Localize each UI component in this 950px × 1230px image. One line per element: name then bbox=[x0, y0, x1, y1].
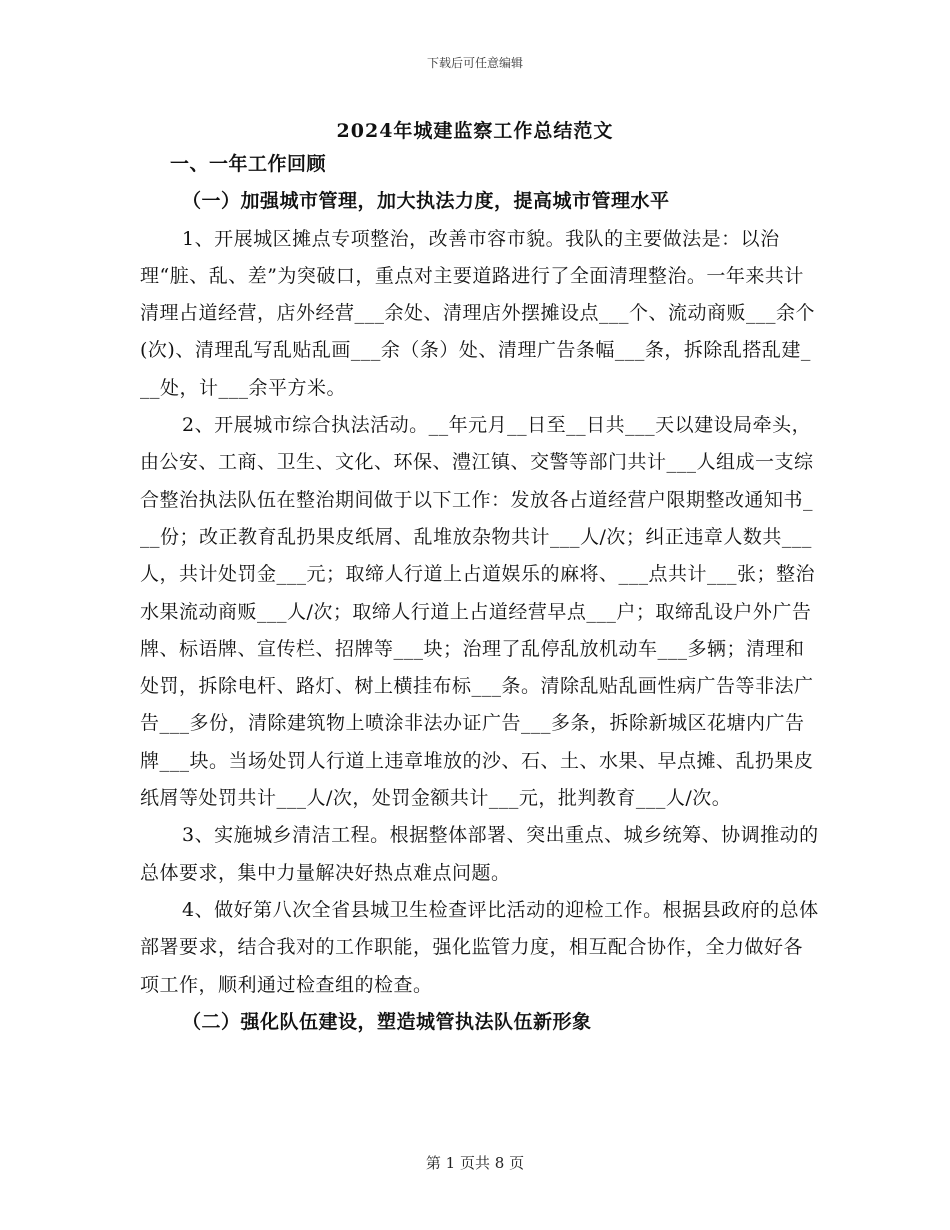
header-note: 下载后可任意编辑 bbox=[426, 56, 523, 70]
paragraph-4: 4、做好第八次全省县城卫生检查评比活动的迎检工作。根据县政府的总体部署要求，结合我对的工作职能，强化监管力度，相互配合协作，全力做好各项工作，顺利通过检查组的检查。 bbox=[140, 898, 819, 996]
paragraph-1: 1、开展城区摊点专项整治，改善市容市貌。我队的主要做法是：以治理“脏、乱、差”为突破口，重点对主要道路进行了全面清理整治。一年来共计清理占道经营，店外经营___余处、清理店外摆摊设点___个、流动商贩___余个(次)、清理乱写乱贴乱画___余（条）处、清理广告条幅___条，拆除乱搭乱建___处，计___余平方米。 bbox=[140, 227, 816, 399]
paragraph-2: 2、开展城市综合执法活动。__年元月__日至__日共___天以建设局牵头，由公安、工商、卫生、文化、环保、澧江镇、交警等部门共计___人组成一支综合整治执法队伍在整治期间做于以下工作：发放各占道经营户限期整改通知书___份；改正教育乱扔果皮纸屑、乱堆放杂物共计___人/次；纠正违章人数共___人，共计处罚金___元；取缔人行道上占道娱乐的麻将、___点共计___张；整治水果流动商贩___人/次；取缔人行道上占道经营早点___户；取缔乱设户外广告牌、标语牌、宣传栏、招牌等___块；治理了乱停乱放机动车___多辆；清理和处罚，拆除电杆、路灯、树上横挂布标___条。清除乱贴乱画性病广告等非法广告___多份，清除建筑物上喷涂非法办证广告___多条，拆除新城区花塘内广告牌___块。当场处罚人行道上违章堆放的沙、石、土、水果、早点摊、乱扔果皮纸屑等处罚共计___人/次，处罚金额共计___元，批判教育___人/次。 bbox=[140, 414, 816, 810]
subsection-heading-team: （二）强化队伍建设，塑造城管执法队伍新形象 bbox=[182, 1010, 592, 1033]
subsection-heading-management: （一）加强城市管理，加大执法力度，提高城市管理水平 bbox=[182, 190, 670, 213]
paragraph-3: 3、实施城乡清洁工程。根据整体部署、突出重点、城乡统筹、协调推动的总体要求，集中力量解决好热点难点问题。 bbox=[140, 824, 819, 884]
document-body bbox=[140, 146, 820, 1041]
page-footer: 第 1 页共 8 页 bbox=[425, 1154, 525, 1172]
section-heading-review: 一、一年工作回顾 bbox=[170, 153, 327, 175]
document-title: 2024年城建监察工作总结范文 bbox=[336, 120, 614, 142]
